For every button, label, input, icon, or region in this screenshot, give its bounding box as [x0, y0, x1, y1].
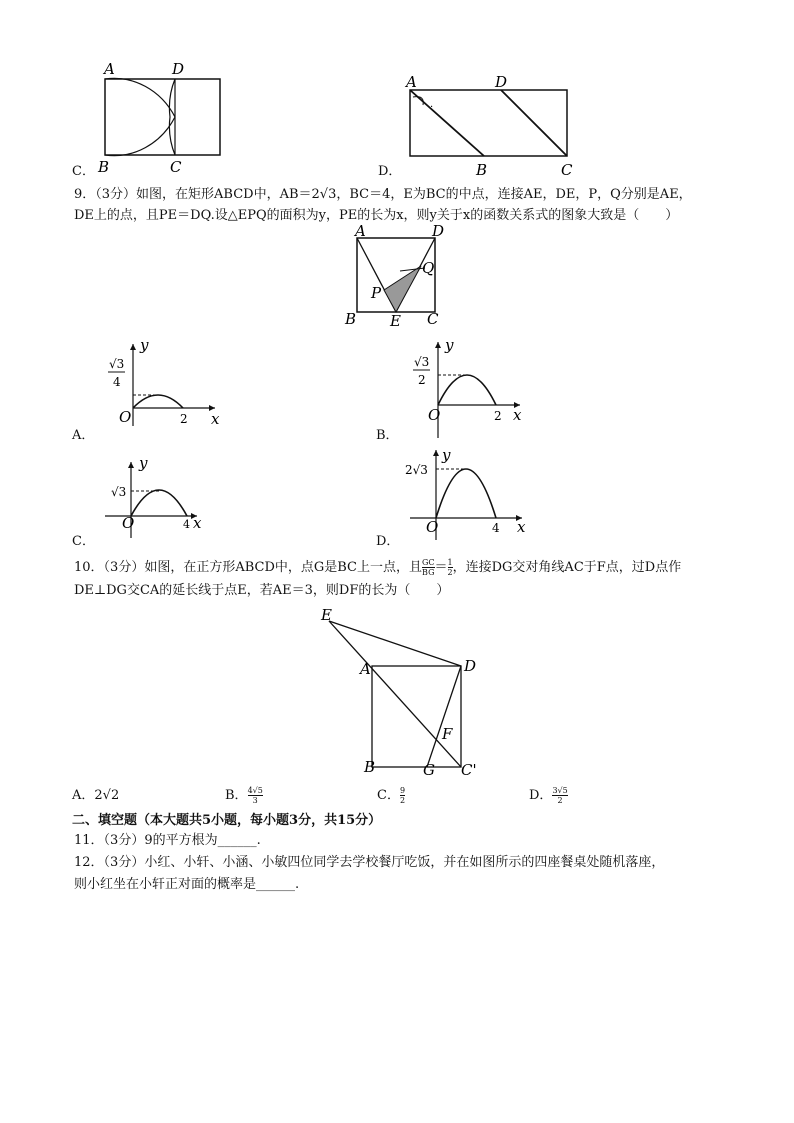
- ymax-num: √3: [109, 357, 125, 371]
- ymax-den: 4: [113, 375, 121, 389]
- ymax-den: 2: [418, 373, 426, 387]
- label-e: E: [390, 312, 401, 330]
- y-axis-label: y: [139, 454, 148, 472]
- origin-label: O: [119, 408, 132, 426]
- q9-option-a: A．: [72, 428, 95, 443]
- q10-text-line1: 10．（3分）如图，在正方形ABCD中，点G是BC上一点，且 $\frac{GC}{BG}$ ＝ $\frac{1}{2}$ ，连接DG交对角线AC于F点，过D点作: [74, 558, 682, 577]
- label-a: A: [406, 73, 417, 91]
- q9-option-d-graph: [400, 448, 540, 543]
- svg-text:·: ·: [430, 102, 434, 113]
- origin-label: O: [122, 514, 135, 532]
- label-a: A: [104, 60, 115, 78]
- x-end-label: 4: [492, 521, 500, 535]
- origin-label: O: [428, 406, 441, 424]
- label-c: C: [561, 161, 573, 179]
- q12-text-line1: 12．（3分）小红、小轩、小涵、小敏四位同学去学校餐厅吃饭，并在如图所示的四座餐桌处随机落座，: [74, 855, 665, 870]
- label-c: C': [461, 761, 477, 779]
- ymax-num: √3: [414, 355, 430, 369]
- label-q: Q: [422, 259, 435, 277]
- origin-label: O: [426, 518, 439, 536]
- q10-option-a: A．2√2: [72, 788, 120, 803]
- q10-option-b: B． $\frac{4√5}{3}$: [225, 786, 263, 805]
- q9-text-line2: DE上的点，且PE＝DQ.设△EPQ的面积为y，PE的长为x，则y关于x的函数关系式的图象大致是（ ）: [74, 208, 679, 223]
- label-a: A: [360, 660, 371, 678]
- q9-option-d: D．: [376, 534, 400, 549]
- q9-option-b-graph: [400, 336, 540, 440]
- label-p: P: [371, 284, 382, 302]
- ratio-value-fraction: $\frac{1}{2}$: [447, 558, 453, 577]
- label-d: D: [464, 657, 477, 675]
- q8-option-c: C．: [72, 164, 95, 179]
- x-axis-label: x: [513, 406, 522, 424]
- q9-option-b: B．: [376, 428, 399, 443]
- label-a: A: [355, 222, 366, 240]
- y-axis-label: y: [442, 446, 451, 464]
- x-end-label: 2: [494, 409, 502, 423]
- ymax-label: 2√3: [405, 463, 428, 477]
- ymax-label: √3: [111, 485, 127, 499]
- q10-option-c: C． $\frac{9}{2}$: [377, 786, 406, 805]
- label-e: E: [321, 606, 332, 624]
- label-c: C: [170, 158, 182, 176]
- x-axis-label: x: [517, 518, 526, 536]
- section-2-title: 二、填空题（本大题共5小题，每小题3分，共15分）: [72, 813, 382, 828]
- q8-figure-d: [395, 65, 585, 180]
- label-b: B: [476, 161, 488, 179]
- q11-text: 11．（3分）9的平方根为______.: [74, 833, 261, 848]
- q9-figure: [345, 222, 455, 333]
- ratio-fraction: $\frac{GC}{BG}$: [422, 558, 435, 577]
- q10-option-d: D． $\frac{3√5}{2}$: [529, 786, 568, 805]
- label-d: D: [495, 73, 508, 91]
- x-axis-label: x: [211, 410, 220, 428]
- q8-option-d: D．: [378, 164, 402, 179]
- x-end-label: 2: [180, 412, 188, 426]
- label-b: B: [345, 310, 357, 328]
- q10-figure: [315, 608, 485, 778]
- label-c: C: [427, 310, 439, 328]
- label-f: F: [442, 725, 453, 743]
- q12-text-line2: 则小红坐在小轩正对面的概率是______.: [74, 877, 300, 892]
- label-d: D: [172, 60, 185, 78]
- label-g: G: [423, 761, 435, 779]
- q8-figure-c: [90, 60, 230, 180]
- x-axis-label: x: [193, 514, 202, 532]
- q10-text-line2: DE⊥DG交CA的延长线于点E，若AE＝3，则DF的长为（ ）: [74, 583, 450, 598]
- q9-option-a-graph: [95, 338, 235, 428]
- label-b: B: [364, 758, 376, 776]
- y-axis-label: y: [140, 336, 149, 354]
- q9-text-line1: 9．（3分）如图，在矩形ABCD中，AB＝2√3，BC＝4，E为BC的中点，连接AE，DE，P，Q分别是AE，: [74, 187, 692, 202]
- q9-option-c-graph: [95, 454, 235, 540]
- x-end-label: 4: [183, 518, 190, 531]
- label-b: B: [98, 158, 110, 176]
- label-d: D: [432, 222, 445, 240]
- y-axis-label: y: [445, 336, 454, 354]
- q9-option-c: C．: [72, 534, 95, 549]
